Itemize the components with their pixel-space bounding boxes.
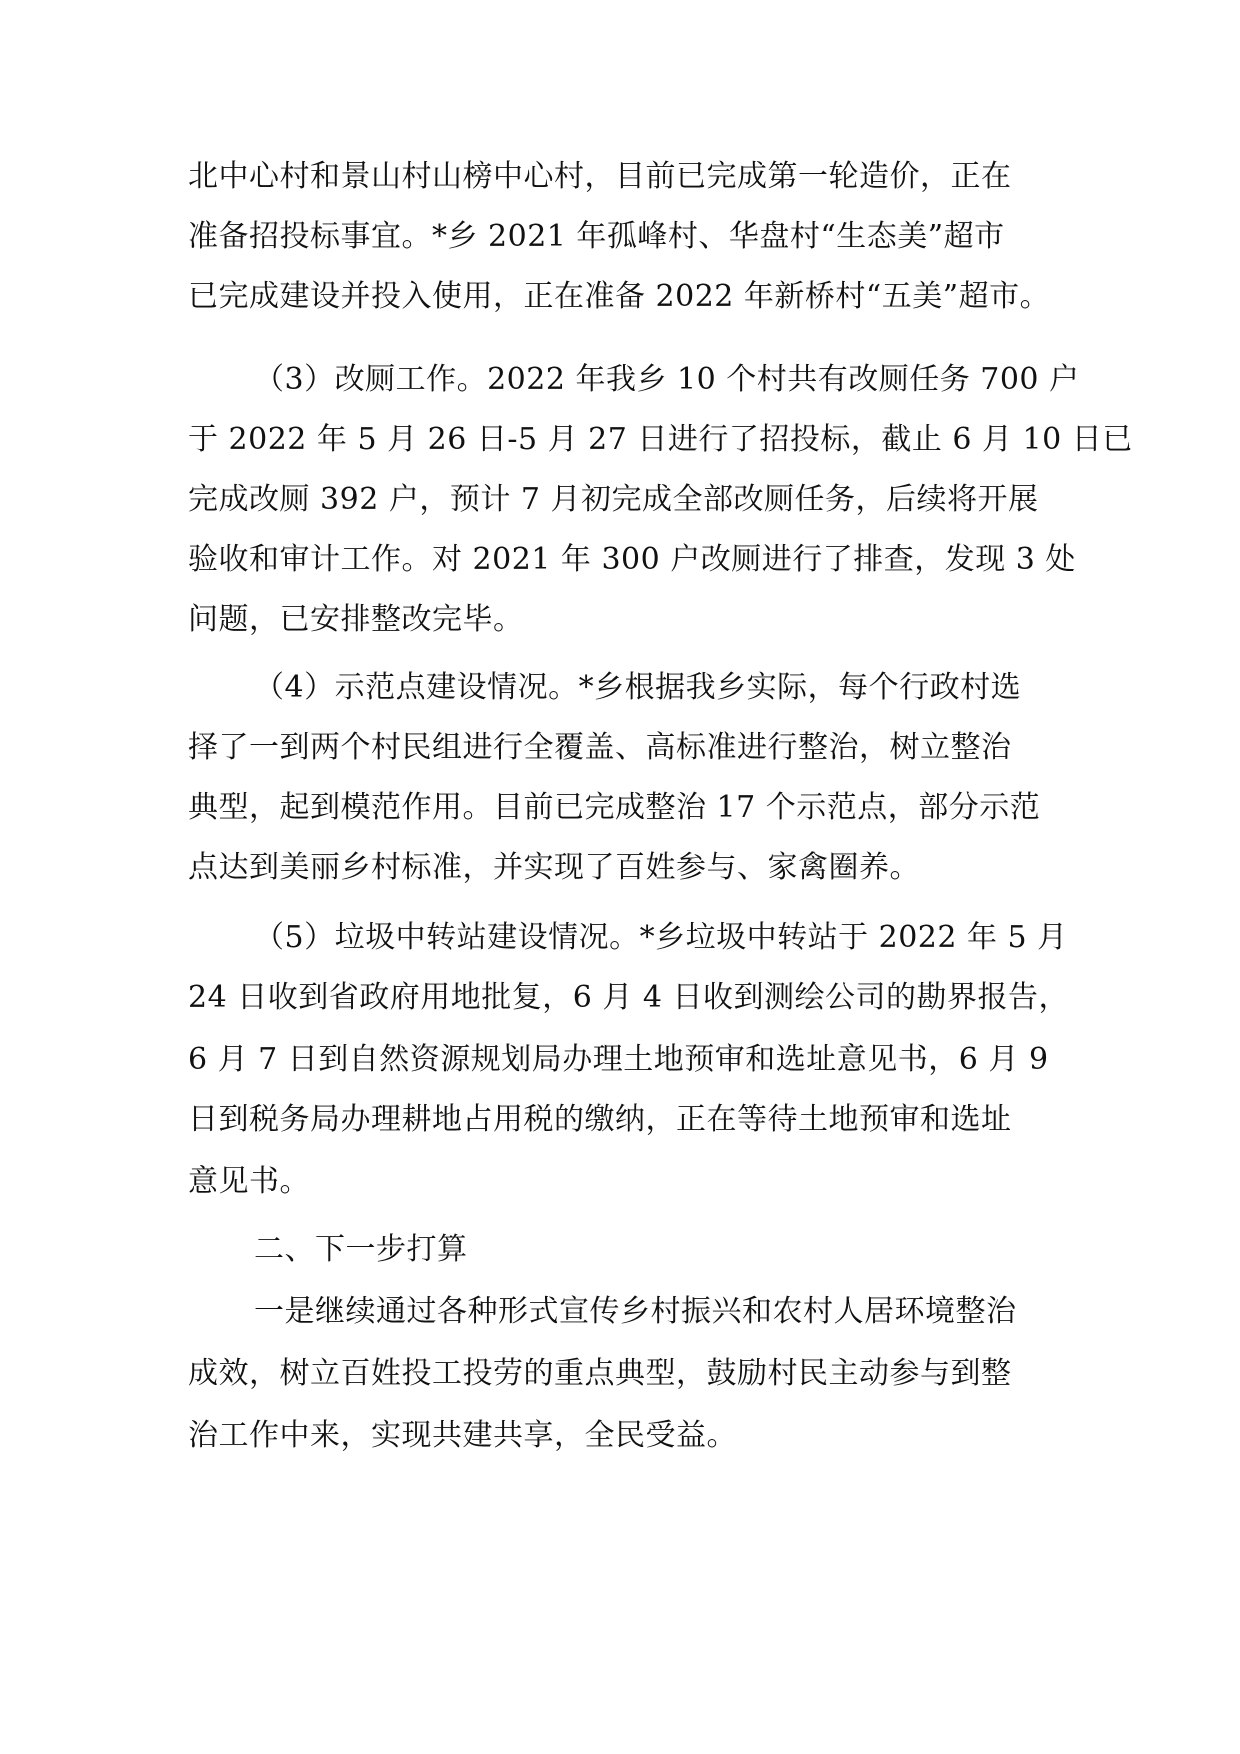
paragraph-line: 已完成建设并投入使用，正在准备 2022 年新桥村“五美”超市。 — [188, 279, 1051, 314]
paragraph-line: 6 月 7 日到自然资源规划局办理土地预审和选址意见书，6 月 9 — [188, 1042, 1049, 1077]
paragraph-line: 准备招投标事宜。*乡 2021 年孤峰村、华盘村“生态美”超市 — [188, 219, 1005, 254]
paragraph-line: 问题，已安排整改完毕。 — [188, 602, 524, 637]
section-heading-next-steps: 二、下一步打算 — [254, 1232, 468, 1267]
paragraph-line: 点达到美丽乡村标准，并实现了百姓参与、家禽圈养。 — [188, 850, 920, 885]
section-3-heading-line: （3）改厕工作。2022 年我乡 10 个村共有改厕任务 700 户 — [254, 362, 1080, 397]
paragraph-line: 择了一到两个村民组进行全覆盖、高标准进行整治，树立整治 — [188, 730, 1012, 765]
paragraph-line: 一是继续通过各种形式宣传乡村振兴和农村人居环境整治 — [254, 1294, 1017, 1329]
paragraph-line: 成效，树立百姓投工投劳的重点典型，鼓励村民主动参与到整 — [188, 1356, 1012, 1391]
paragraph-line: 24 日收到省政府用地批复，6 月 4 日收到测绘公司的勘界报告， — [188, 980, 1069, 1015]
paragraph-line: 验收和审计工作。对 2021 年 300 户改厕进行了排查，发现 3 处 — [188, 542, 1076, 577]
paragraph-line: 完成改厕 392 户，预计 7 月初完成全部改厕任务，后续将开展 — [188, 482, 1039, 517]
paragraph-line: 意见书。 — [188, 1164, 310, 1199]
paragraph-line: 于 2022 年 5 月 26 日-5 月 27 日进行了招投标，截止 6 月 10 日已 — [188, 422, 1133, 457]
paragraph-line: 北中心村和景山村山榜中心村，目前已完成第一轮造价，正在 — [188, 159, 1012, 194]
paragraph-line: 典型，起到模范作用。目前已完成整治 17 个示范点，部分示范 — [188, 790, 1041, 825]
section-5-heading-line: （5）垃圾中转站建设情况。*乡垃圾中转站于 2022 年 5 月 — [254, 920, 1068, 955]
section-4-heading-line: （4）示范点建设情况。*乡根据我乡实际，每个行政村选 — [254, 670, 1022, 705]
paragraph-line: 日到税务局办理耕地占用税的缴纳，正在等待土地预审和选址 — [188, 1102, 1012, 1137]
paragraph-line: 治工作中来，实现共建共享，全民受益。 — [188, 1418, 737, 1453]
